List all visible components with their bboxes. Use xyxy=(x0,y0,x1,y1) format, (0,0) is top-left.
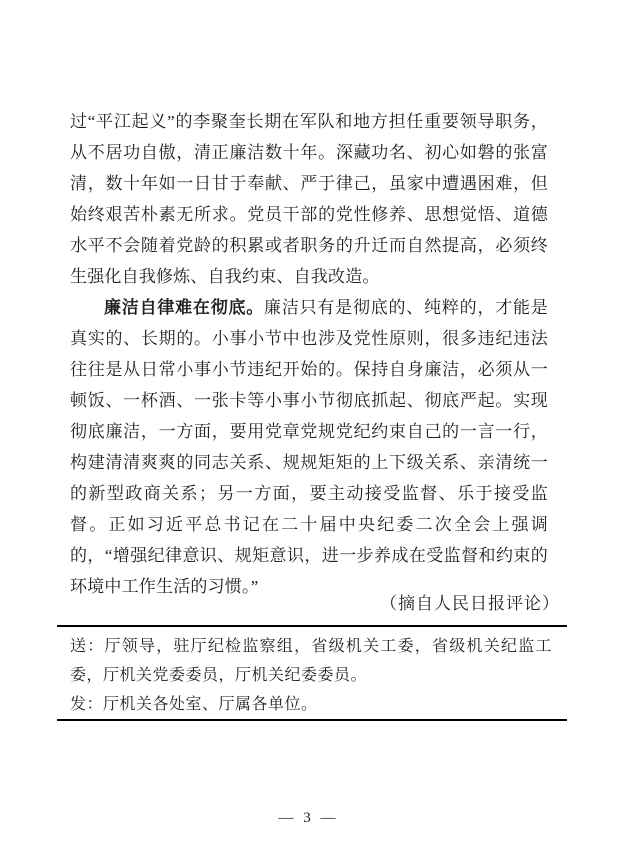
document-body xyxy=(70,106,548,602)
paragraph2-bold-lead: 廉洁自律难在彻底。 xyxy=(104,298,265,317)
paragraph2-text: 廉洁只有是彻底的、纯粹的，才能是真实的、长期的。小事小节中也涉及党性原则，很多违纪违法往往是从日常小事小节违纪开始的。保持自身廉洁，必须从一顿饭、一杯酒、一张卡等小事小节彻底抓起、彻底严起。实现彻底廉洁，一方面，要用党章党规党纪约束自己的一言一行，构建清清爽爽的同志关系、规规矩矩的上下级关系、亲清统一的新型政商关系；另一方面，要主动接受监督、乐于接受监督。正如习近平总书记在二十届中央纪委二次全会上强调的，“增强纪律意识、规矩意识，进一步养成在受监督和约束的环境中工作生活的习惯。” xyxy=(70,298,548,596)
attribution-note: （摘自人民日报评论） xyxy=(380,594,560,613)
separator-rule-top xyxy=(57,625,567,627)
distribution-issue-line: 发：厅机关各处室、厅属各单位。 xyxy=(70,696,318,713)
page-number: — 3 — xyxy=(278,810,339,826)
distribution-send-line: 送：厅领导，驻厅纪检监察组，省级机关工委，省级机关纪监工委，厅机关党委委员，厅机关纪委委员。 xyxy=(70,638,552,684)
distribution-block xyxy=(70,632,552,719)
body-paragraph-1: 过“平江起义”的李聚奎长期在军队和地方担任重要领导职务，从不居功自傲，清正廉洁数十年。深藏功名、初心如磐的张富清，数十年如一日甘于奉献、严于律己，虽家中遭遇困难，但始终艰苦朴素无所求。党员干部的党性修养、思想觉悟、道德水平不会随着党龄的积累或者职务的升迁而自然提高，必须终生强化自我修炼、自我约束、自我改造。 xyxy=(70,112,548,286)
body-paragraph-2 xyxy=(70,292,548,602)
separator-rule-bottom xyxy=(57,719,567,721)
